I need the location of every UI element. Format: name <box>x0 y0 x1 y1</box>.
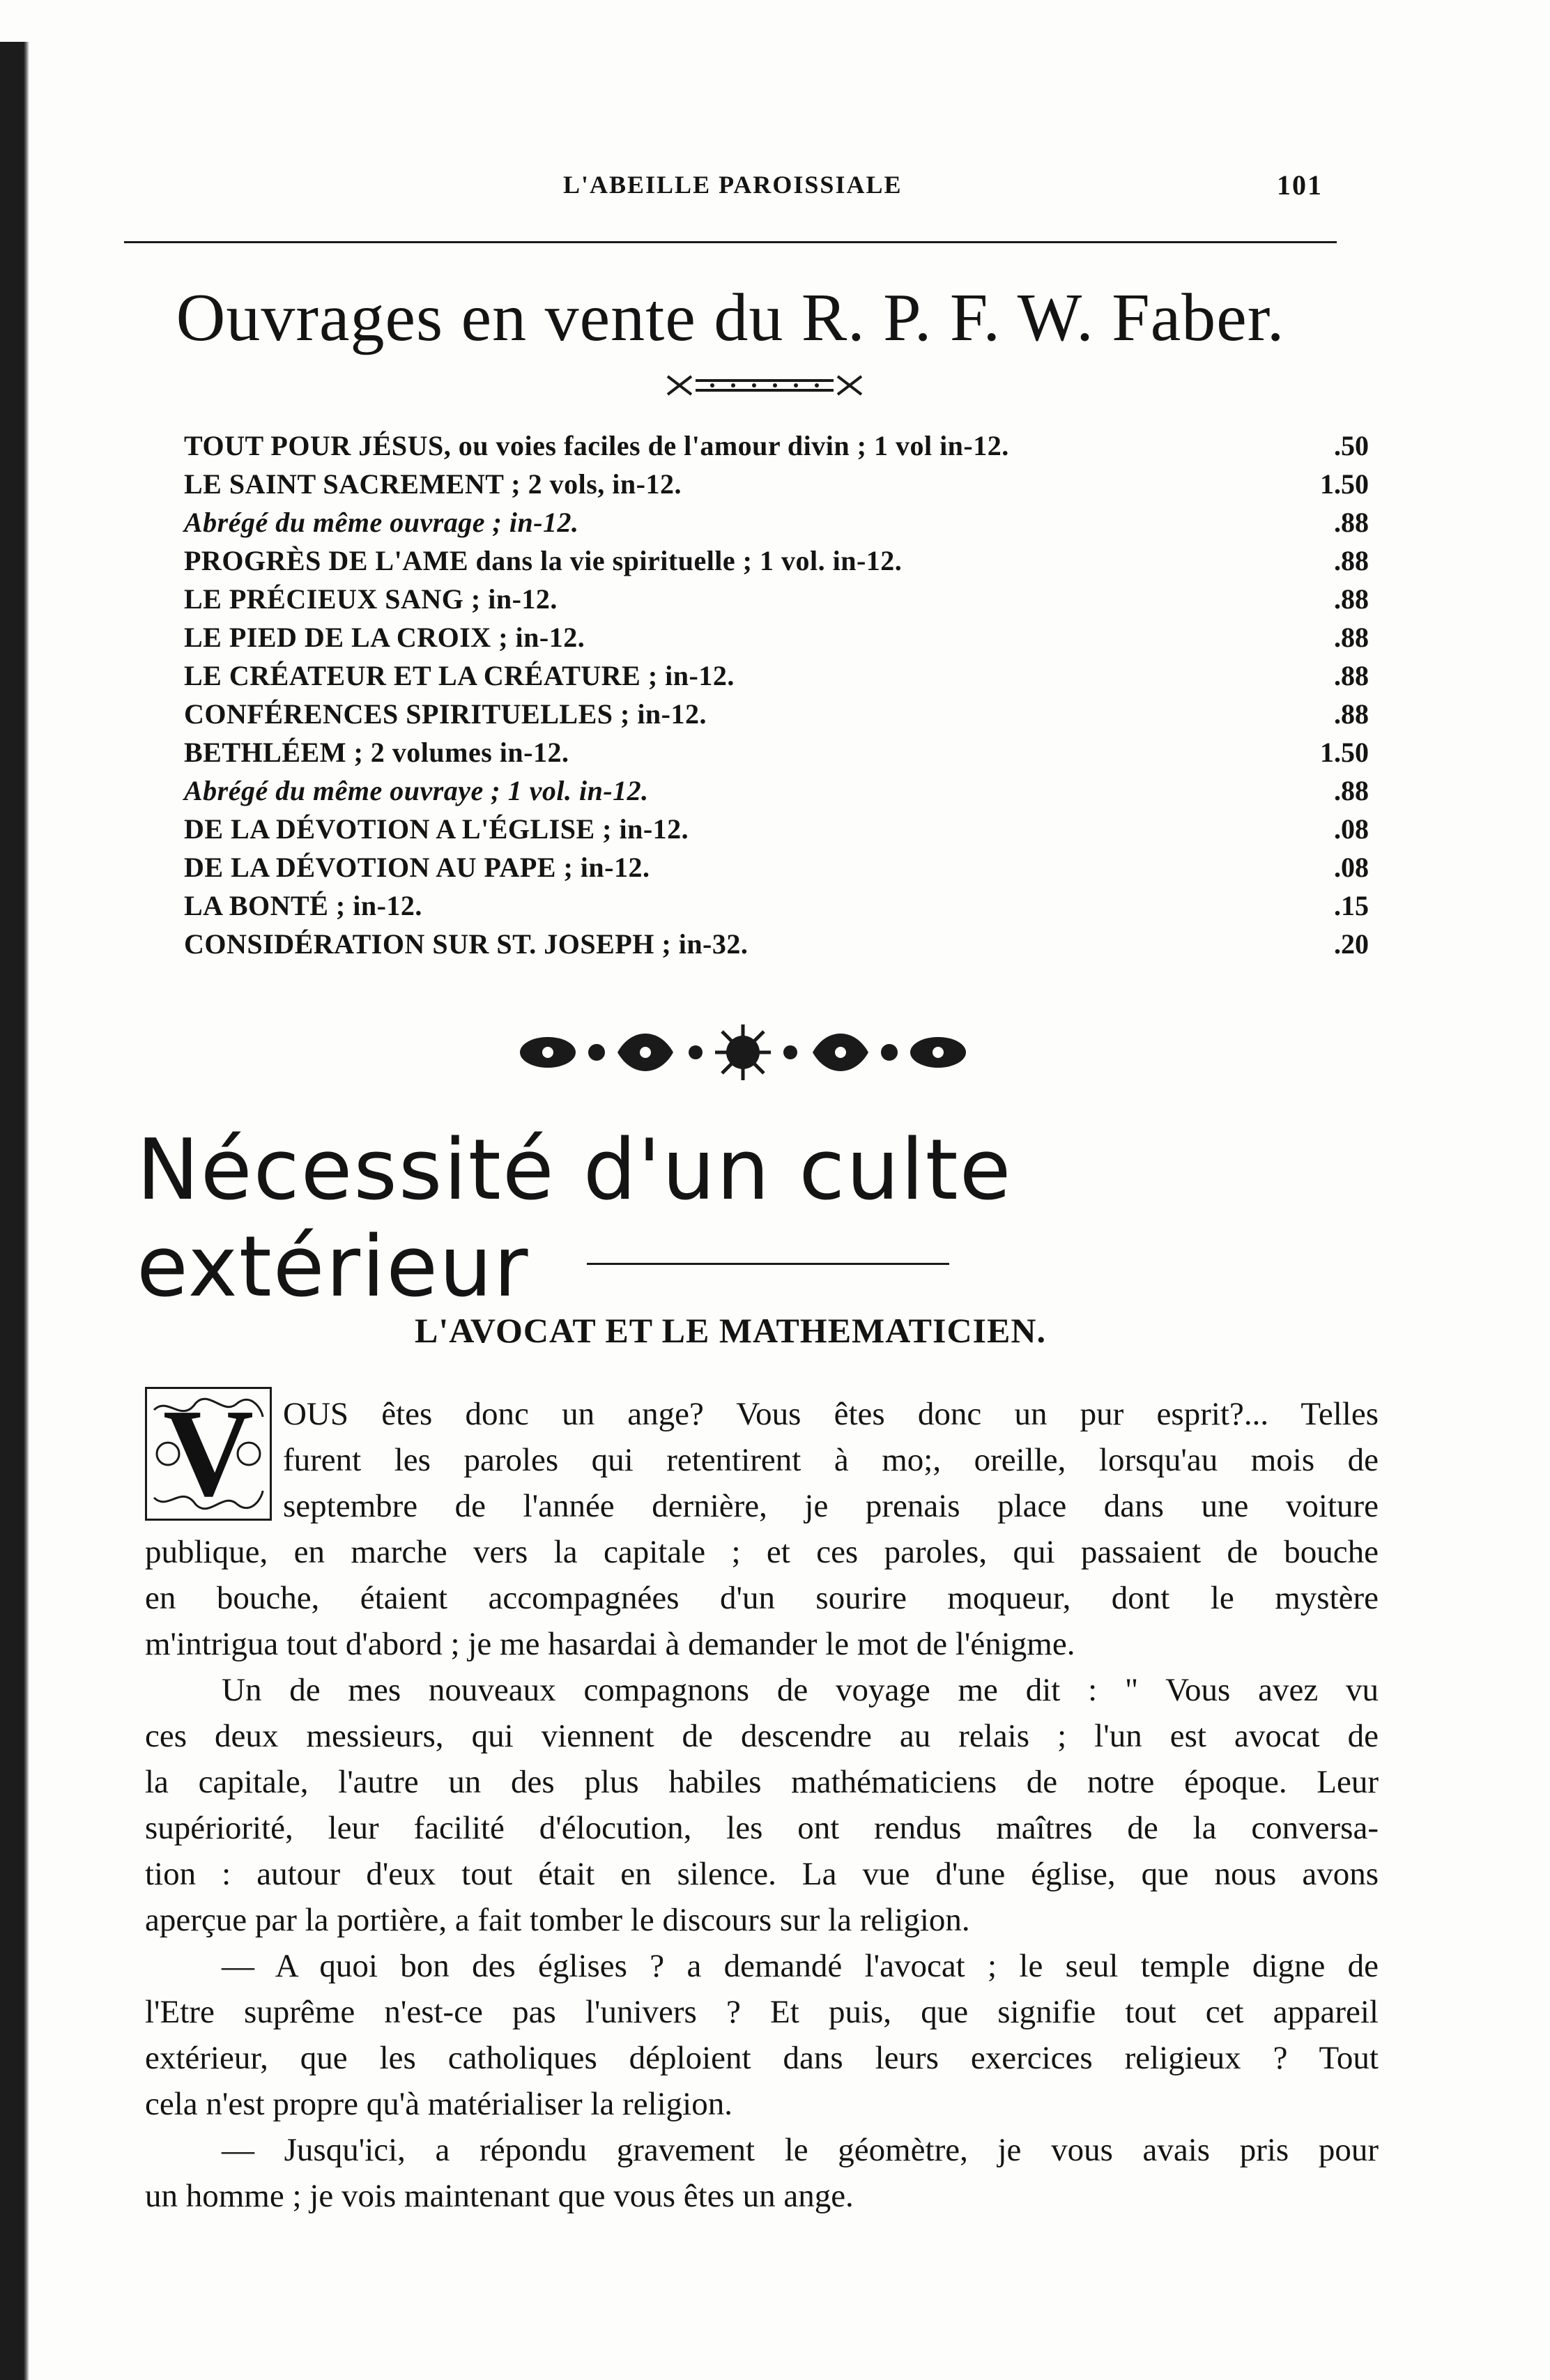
text-line: extérieur, que les catholiques déploient dans leurs exercices religieux ? Tout <box>145 2040 1379 2076</box>
article-title: Nécessité d'un culte extérieur <box>137 1122 1013 1316</box>
text-line: m'intrigua tout d'abord ; je me hasardai à demander le mot de l'énigme. <box>145 1626 1075 1662</box>
catalog-item-price: .20 <box>1334 928 1369 960</box>
catalog-item-title: LE PIED DE LA CROIX ; in-12. <box>184 622 585 653</box>
catalog-row <box>184 657 1369 695</box>
text-line: — Jusqu'ici, a répondu gravement le géomètre, je vous avais pris pour <box>222 2132 1379 2168</box>
catalog-item-price: .08 <box>1334 813 1369 845</box>
catalog-row <box>184 925 1369 963</box>
catalog-item-title: LA BONTÉ ; in-12. <box>184 890 422 921</box>
catalog-item-title: Abrégé du même ouvrage ; in-12. <box>184 507 579 538</box>
catalog-item-price: .88 <box>1334 545 1369 576</box>
catalog-item-title: DE LA DÉVOTION A L'ÉGLISE ; in-12. <box>184 813 689 845</box>
catalog-row <box>184 618 1369 657</box>
catalog-row <box>184 848 1369 886</box>
text-line: en bouche, étaient accompagnées d'un sourire moqueur, dont le mystère <box>145 1580 1379 1616</box>
catalog-row <box>184 695 1369 733</box>
catalog-item-price: .08 <box>1334 852 1369 883</box>
running-head <box>124 164 1337 206</box>
catalog-item-price: .88 <box>1334 583 1369 615</box>
catalog-row <box>184 465 1369 503</box>
catalog-item-title: LE CRÉATEUR ET LA CRÉATURE ; in-12. <box>184 660 735 691</box>
text-line: ces deux messieurs, qui viennent de descendre au relais ; l'un est avocat de <box>145 1718 1379 1754</box>
text-line: Un de mes nouveaux compagnons de voyage me dit : " Vous avez vu <box>222 1672 1379 1708</box>
catalog-row <box>184 542 1369 580</box>
catalog-item-title: BETHLÉEM ; 2 volumes in-12. <box>184 737 569 768</box>
header-rule <box>124 241 1337 243</box>
text-line: — A quoi bon des églises ? a demandé l'avocat ; le seul temple digne de <box>222 1948 1379 1984</box>
catalog-item-price: .88 <box>1334 660 1369 691</box>
catalog-item-price: .15 <box>1334 890 1369 921</box>
text-line: un homme ; je vois maintenant que vous êtes un ange. <box>145 2178 854 2214</box>
catalog-item-title: TOUT POUR JÉSUS, ou voies faciles de l'amour divin ; 1 vol in-12. <box>184 430 1009 461</box>
catalog-item-price: 1.50 <box>1320 737 1369 768</box>
catalog-item-title: LE PRÉCIEUX SANG ; in-12. <box>184 583 558 615</box>
catalog-item-price: .50 <box>1334 430 1369 461</box>
catalog-row <box>184 427 1369 465</box>
catalog-row <box>184 886 1369 925</box>
title-rule <box>587 1263 949 1265</box>
article-body <box>145 1383 1379 2219</box>
text-line: cela n'est propre qu'à matérialiser la religion. <box>145 2086 732 2122</box>
book-catalog <box>184 427 1369 963</box>
catalog-item-price: 1.50 <box>1320 468 1369 500</box>
text-line: OUS êtes donc un ange? Vous êtes donc un pur esprit?... Telles <box>283 1396 1379 1432</box>
catalog-item-title: Abrégé du même ouvraye ; 1 vol. in-12. <box>184 775 649 806</box>
text-line: furent les paroles qui retentirent à mo;, oreille, lorsqu'au mois de <box>283 1442 1379 1478</box>
catalog-row <box>184 810 1369 848</box>
text-line: aperçue par la portière, a fait tomber le discours sur la religion. <box>145 1902 970 1938</box>
section-title: Ouvrages en vente du R. P. F. W. Faber. <box>176 280 1285 355</box>
catalog-row <box>184 733 1369 771</box>
catalog-item-title: PROGRÈS DE L'AME dans la vie spirituelle ; 1 vol. in-12. <box>184 545 903 576</box>
divider-ornament <box>513 1020 973 1084</box>
text-line: septembre de l'année dernière, je prenais place dans une voiture <box>283 1488 1379 1524</box>
text-line: supériorité, leur facilité d'élocution, les ont rendus maîtres de la conversa- <box>145 1810 1379 1846</box>
catalog-row <box>184 503 1369 542</box>
catalog-row <box>184 771 1369 810</box>
catalog-item-price: .88 <box>1334 698 1369 730</box>
page-number: 101 <box>1277 169 1323 201</box>
title-ornament <box>663 369 866 401</box>
catalog-item-title: CONFÉRENCES SPIRITUELLES ; in-12. <box>184 698 707 730</box>
catalog-row <box>184 580 1369 618</box>
catalog-item-price: .88 <box>1334 507 1369 538</box>
text-line: tion : autour d'eux tout était en silence. La vue d'une église, que nous avons <box>145 1856 1379 1892</box>
running-title: L'ABEILLE PAROISSIALE <box>563 171 903 199</box>
article-subtitle: L'AVOCAT ET LE MATHEMATICIEN. <box>415 1311 1046 1350</box>
catalog-item-title: LE SAINT SACREMENT ; 2 vols, in-12. <box>184 468 682 500</box>
text-line: la capitale, l'autre un des plus habiles mathématiciens de notre époque. Leur <box>145 1764 1379 1800</box>
drop-cap-letter: V <box>163 1383 254 1522</box>
text-line: l'Etre suprême n'est-ce pas l'univers ? Et puis, que signifie tout cet appareil <box>145 1994 1379 2030</box>
catalog-item-price: .88 <box>1334 622 1369 653</box>
catalog-item-price: .88 <box>1334 775 1369 806</box>
catalog-item-title: CONSIDÉRATION SUR ST. JOSEPH ; in-32. <box>184 928 749 960</box>
text-line: publique, en marche vers la capitale ; et ces paroles, qui passaient de bouche <box>145 1534 1379 1570</box>
catalog-item-title: DE LA DÉVOTION AU PAPE ; in-12. <box>184 852 650 883</box>
